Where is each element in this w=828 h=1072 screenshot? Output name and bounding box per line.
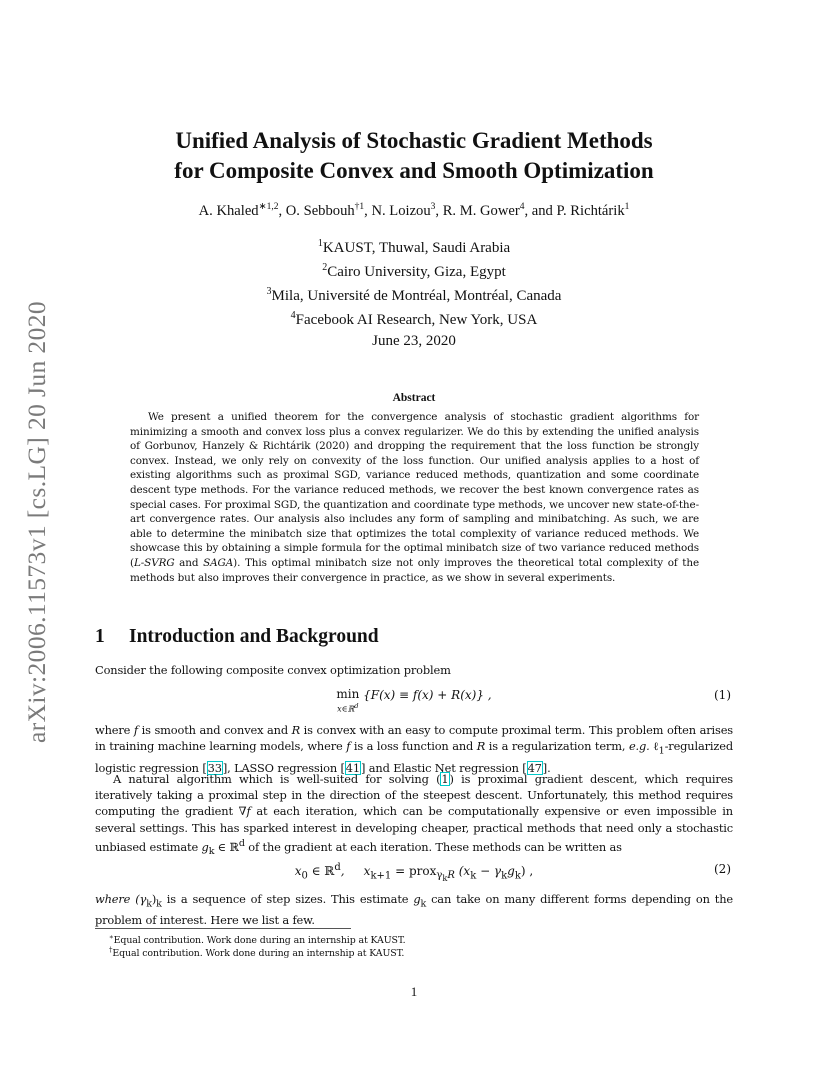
math-subscript: 1 bbox=[658, 745, 665, 757]
citation-link[interactable]: 47 bbox=[527, 760, 542, 775]
text-segment: of the gradient at each iteration. These methods can be written as bbox=[244, 839, 622, 854]
abstract-heading: Abstract bbox=[392, 392, 436, 404]
eq-sub: k bbox=[514, 870, 521, 882]
paragraph: where f is smooth and convex and R is convex with an easy to compute proximal term. This problem often arises in training machine learning models, where f is a loss function and R is a regularization term, e.g. ℓ$_1$-regularized logistic regression [33], LASSO regression [41] and Elastic Net regression [47]. bbox=[95, 723, 734, 775]
math-subscript: k bbox=[146, 898, 152, 910]
text-segment: where (γ bbox=[95, 892, 147, 906]
title-line-2: for Composite Convex and Smooth Optimization bbox=[174, 158, 654, 183]
equation-number: (1) bbox=[714, 688, 731, 702]
eq-sup: d bbox=[334, 862, 341, 873]
math-superscript: d bbox=[238, 837, 245, 849]
footnote-divider bbox=[95, 928, 351, 929]
citation-link[interactable]: 33 bbox=[207, 760, 222, 775]
text-segment: ∈ ℝ bbox=[214, 839, 239, 854]
method-name: L-SVRG bbox=[133, 556, 175, 569]
paper-date: June 23, 2020 bbox=[372, 333, 456, 349]
min-subscript-base: x∈ℝ bbox=[337, 704, 355, 714]
paper-title bbox=[0, 126, 828, 186]
author-name: N. Loizou bbox=[371, 202, 431, 219]
text-segment: , LASSO regression bbox=[227, 760, 341, 775]
affiliation-text: KAUST, Thuwal, Saudi Arabia bbox=[322, 240, 511, 256]
math-subscript: k bbox=[208, 845, 215, 857]
min-subscript bbox=[336, 700, 359, 716]
text-segment: is a regularization term, bbox=[485, 739, 629, 754]
author-mark: ∗1,2 bbox=[258, 202, 279, 212]
math-symbol: R bbox=[476, 739, 486, 754]
affiliation-mark: 2 bbox=[322, 262, 328, 273]
eq-part: g bbox=[507, 864, 515, 878]
equation-reference-link[interactable]: 1 bbox=[441, 772, 449, 786]
min-operator bbox=[336, 688, 359, 716]
eq-part: = prox bbox=[391, 864, 437, 878]
footnote bbox=[109, 946, 404, 959]
text-segment: can take on many different forms depending on the problem of interest. Here we list a few. bbox=[95, 892, 733, 928]
equation-body bbox=[95, 862, 733, 883]
math-symbol: g bbox=[201, 839, 209, 854]
math-symbol: g bbox=[413, 892, 421, 906]
affiliation-mark: 3 bbox=[266, 286, 272, 297]
text-segment: A natural algorithm which is well-suited for solving ( bbox=[113, 772, 441, 786]
author-name: R. M. Gower bbox=[442, 202, 520, 219]
text-segment: is smooth and convex and bbox=[137, 723, 292, 737]
eq-sub bbox=[436, 870, 455, 884]
author-name: O. Sebbouh bbox=[285, 202, 355, 219]
abstract-text bbox=[130, 410, 699, 585]
author-mark: 1 bbox=[624, 202, 630, 212]
eq-part: ∈ ℝ bbox=[307, 864, 335, 878]
citation-link[interactable]: 41 bbox=[345, 760, 360, 775]
page-number: 1 bbox=[410, 984, 418, 999]
text-emphasis: e.g. bbox=[628, 739, 650, 754]
author-separator: , and bbox=[524, 202, 557, 219]
equation-expression: {F(x) ≡ f(x) + R(x)} , bbox=[359, 688, 492, 702]
math-symbol: ℓ bbox=[649, 739, 659, 754]
footnote-mark: ∗ bbox=[109, 933, 114, 941]
author-separator: , bbox=[435, 202, 443, 219]
text-segment: where bbox=[95, 723, 134, 737]
text-segment: ) is proximal gradient descent, which requires iteratively taking a proximal step in the direction of the steepest descent. Unfortunately, this method requires computing the gradient ∇ bbox=[95, 772, 733, 819]
paragraph bbox=[95, 771, 733, 860]
eq-part: (x bbox=[454, 864, 471, 878]
eq-sub-part: R bbox=[447, 870, 455, 882]
author-mark: 4 bbox=[519, 202, 525, 212]
abstract-segment: We present a unified theorem for the convergence analysis of stochastic gradient algorithms for minimizing a smooth and convex loss plus a convex regularizer. We do this by extending the unified analysis of Gorbunov, Hanzely & Richtárik (2020) and dropping the requirement that the loss function be strongly convex. Instead, we only rely on convexity of the loss function. Our unified analysis applies to a host of existing algorithms such as proximal SGD, variance reduced methods, quantization and some coordinate descent type methods. For the variance reduced methods, we recover the best known convergence rates as special cases. For proximal SGD, the quantization and coordinate type methods, we uncover new state-of-the-art convergence rates. Our analysis also includes any form of sampling and minibatching. As such, we are able to determine the minibatch size that optimizes the total complexity of variance reduced methods. We showcase this by obtaining a simple formula for the optimal minibatch size of two variance reduced methods ( bbox=[130, 411, 699, 569]
arxiv-identifier-stamp bbox=[14, 287, 60, 757]
author-list bbox=[0, 201, 828, 220]
paragraph: Consider the following composite convex optimization problem bbox=[95, 663, 451, 677]
footnote-text: Equal contribution. Work done during an internship at KAUST. bbox=[112, 948, 405, 960]
math-subscript: k bbox=[156, 898, 162, 910]
author-name: P. Richtárik bbox=[556, 202, 625, 219]
math-symbol: f bbox=[346, 739, 351, 754]
text-segment: is convex with an easy to compute proximal term. This problem often arises in training machine learning models, where bbox=[95, 723, 734, 754]
affiliation-mark: 1 bbox=[317, 238, 323, 249]
affiliation bbox=[0, 258, 828, 282]
text-segment: and Elastic Net regression bbox=[365, 760, 523, 775]
eq-sub-part: k bbox=[442, 873, 448, 884]
affiliation-text: Mila, Université de Montréal, Montréal, Canada bbox=[271, 288, 562, 304]
equation-body bbox=[95, 688, 733, 716]
math-subscript: k bbox=[420, 898, 427, 910]
equation-1 bbox=[95, 688, 733, 712]
footnote-mark: † bbox=[109, 946, 113, 954]
eq-part: ) , bbox=[520, 864, 534, 878]
eq-part: − γ bbox=[476, 864, 502, 878]
text-segment: ) bbox=[151, 892, 157, 906]
author-separator: , bbox=[278, 202, 286, 219]
section-heading bbox=[95, 626, 379, 648]
footnote-text: Equal contribution. Work done during an internship at KAUST. bbox=[113, 935, 406, 947]
text-segment: is a loss function and bbox=[350, 739, 477, 754]
footnote bbox=[109, 933, 406, 946]
min-subscript-sup: d bbox=[354, 702, 359, 710]
affiliation-mark: 4 bbox=[290, 310, 296, 321]
affiliation-list bbox=[0, 234, 828, 330]
eq-sub: k bbox=[470, 870, 477, 882]
eq-part: x bbox=[294, 864, 302, 878]
eq-sub: k+1 bbox=[370, 870, 392, 882]
author-mark: †1 bbox=[354, 202, 365, 212]
eq-part: , x bbox=[340, 864, 371, 878]
abstract-segment: and bbox=[174, 556, 204, 569]
abstract-segment: ). This optimal minibatch size not only improves the theoretical total complexity of the methods but also improves their convergence in practice, as we show in several experiments. bbox=[130, 556, 699, 584]
math-symbol: R bbox=[291, 723, 301, 737]
title-line-1: Unified Analysis of Stochastic Gradient Methods bbox=[175, 128, 653, 153]
eq-sub-part: γ bbox=[436, 870, 443, 882]
paragraph bbox=[95, 891, 733, 929]
author-mark: 3 bbox=[430, 202, 436, 212]
text-segment: is a sequence of step sizes. This estimate bbox=[161, 892, 414, 906]
affiliation-text: Cairo University, Giza, Egypt bbox=[327, 264, 506, 280]
equation-number: (2) bbox=[714, 862, 731, 876]
text-segment: at each iteration, which can be computationally expensive or even impossible in several settings. This has sparked interest in developing cheaper, practical methods that need only a stochastic unbiased estimate bbox=[95, 804, 733, 854]
affiliation bbox=[0, 306, 828, 330]
text-segment: . bbox=[547, 760, 551, 775]
eq-sub: k bbox=[501, 870, 508, 882]
section-number: 1 bbox=[95, 626, 105, 647]
section-title: Introduction and Background bbox=[129, 626, 379, 647]
eq-sub: 0 bbox=[301, 870, 308, 882]
text-segment: -regularized logistic regression bbox=[95, 739, 733, 775]
equation-2 bbox=[95, 862, 733, 886]
math-symbol: f bbox=[246, 804, 251, 819]
min-label: min bbox=[336, 687, 360, 701]
math-symbol: f bbox=[133, 723, 138, 737]
method-name: SAGA bbox=[203, 556, 234, 569]
arxiv-identifier-text: arXiv:2006.11573v1 [cs.LG] 20 Jun 2020 bbox=[22, 300, 51, 744]
author-separator: , bbox=[364, 202, 372, 219]
author-name: A. Khaled bbox=[198, 202, 259, 219]
affiliation-text: Facebook AI Research, New York, USA bbox=[295, 312, 538, 328]
affiliation bbox=[0, 282, 828, 306]
affiliation bbox=[0, 234, 828, 258]
